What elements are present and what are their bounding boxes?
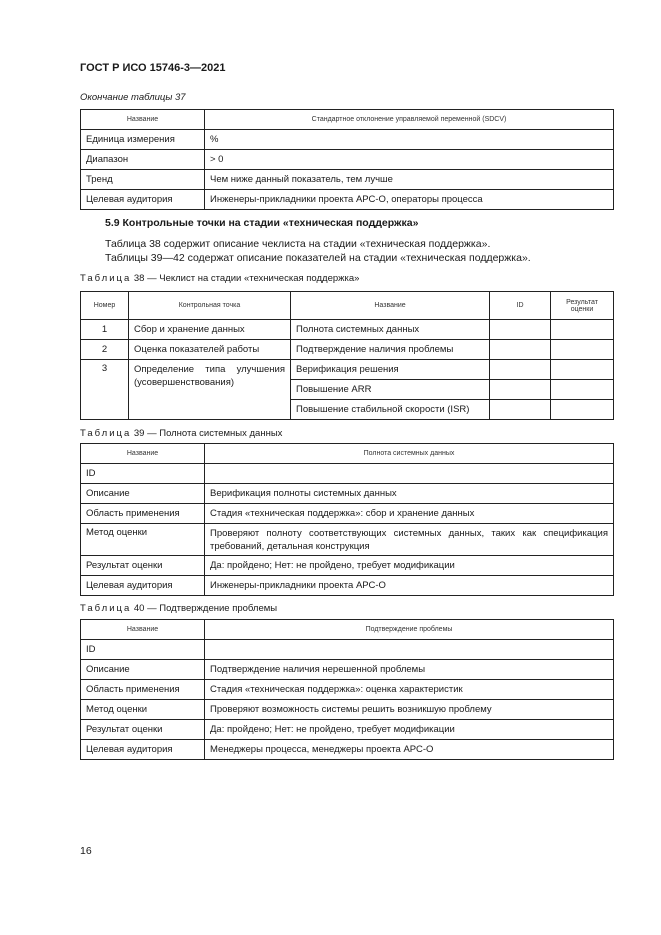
table-row <box>81 700 614 720</box>
row-value: Менеджеры процесса, менеджеры проекта АРС-О <box>205 740 614 760</box>
table38-caption <box>80 273 359 284</box>
table-header-row <box>81 292 614 320</box>
row-value <box>205 640 614 660</box>
row-label: Диапазон <box>81 150 205 170</box>
table-row <box>81 130 614 150</box>
row-value: > 0 <box>205 150 614 170</box>
row-label: Целевая аудитория <box>81 740 205 760</box>
row-label: Тренд <box>81 170 205 190</box>
result-cell <box>551 360 614 380</box>
column-header: Результат оценки <box>551 292 614 320</box>
table-row <box>81 360 614 380</box>
row-label: Целевая аудитория <box>81 190 205 210</box>
table-row <box>81 340 614 360</box>
row-label: Единица измерения <box>81 130 205 150</box>
id-cell <box>490 400 551 420</box>
caption-text: 40 — Подтверждение проблемы <box>133 603 278 614</box>
row-value: Проверяют полноту соответствующих системных данных, таких как спецификация требований, детальная конструкция <box>205 524 614 556</box>
column-header: Контрольная точка <box>129 292 291 320</box>
row-label: Результат оценки <box>81 556 205 576</box>
row-value: Инженеры-прикладники проекта АРС-О <box>205 576 614 596</box>
column-header: Подтверждение проблемы <box>205 620 614 640</box>
table-row <box>81 660 614 680</box>
column-header: Стандартное отклонение управляемой переменной (SDCV) <box>205 110 614 130</box>
column-header: Название <box>81 444 205 464</box>
table-row <box>81 576 614 596</box>
row-number: 1 <box>81 320 129 340</box>
table-row <box>81 740 614 760</box>
table-row <box>81 464 614 484</box>
row-value: Стадия «техническая поддержка»: сбор и хранение данных <box>205 504 614 524</box>
row-value <box>205 464 614 484</box>
row-label: Метод оценки <box>81 524 205 556</box>
table-row <box>81 556 614 576</box>
document-standard-header: ГОСТ Р ИСО 15746-3—2021 <box>80 62 226 74</box>
row-label: Область применения <box>81 504 205 524</box>
table-row <box>81 504 614 524</box>
caption-text: 39 — Полнота системных данных <box>133 428 283 439</box>
name-cell: Подтверждение наличия проблемы <box>291 340 490 360</box>
table37-caption: Окончание таблицы 37 <box>80 92 186 103</box>
table39-caption <box>80 428 282 439</box>
column-header: Название <box>81 620 205 640</box>
column-header: ID <box>490 292 551 320</box>
caption-word: Таблица <box>80 273 132 284</box>
id-cell <box>490 380 551 400</box>
table-row <box>81 720 614 740</box>
table-row <box>81 150 614 170</box>
table-row <box>81 190 614 210</box>
id-cell <box>490 360 551 380</box>
row-value: Да: пройдено; Нет: не пройдено, требует модификации <box>205 556 614 576</box>
column-header: Полнота системных данных <box>205 444 614 464</box>
name-cell: Повышение ARR <box>291 380 490 400</box>
column-header: Название <box>81 110 205 130</box>
table-row <box>81 320 614 340</box>
caption-text: 38 — Чеклист на стадии «техническая поддержка» <box>133 273 360 284</box>
row-value: Проверяют возможность системы решить возникшую проблему <box>205 700 614 720</box>
result-cell <box>551 340 614 360</box>
row-number: 2 <box>81 340 129 360</box>
paragraph: Таблицы 39—42 содержат описание показателей на стадии «техническая поддержка». <box>105 252 531 264</box>
result-cell <box>551 320 614 340</box>
table-row <box>81 640 614 660</box>
column-header: Номер <box>81 292 129 320</box>
table-header-row <box>81 444 614 464</box>
page-number: 16 <box>80 845 92 857</box>
id-cell <box>490 320 551 340</box>
row-value: Да: пройдено; Нет: не пройдено, требует модификации <box>205 720 614 740</box>
column-header: Название <box>291 292 490 320</box>
name-cell: Верификация решения <box>291 360 490 380</box>
id-cell <box>490 340 551 360</box>
table-header-row <box>81 110 614 130</box>
row-value: Верификация полноты системных данных <box>205 484 614 504</box>
row-value: Инженеры-прикладники проекта АРС-О, операторы процесса <box>205 190 614 210</box>
table-row <box>81 524 614 556</box>
table-38 <box>80 291 614 420</box>
checkpoint-cell: Сбор и хранение данных <box>129 320 291 340</box>
row-label: Область применения <box>81 680 205 700</box>
result-cell <box>551 380 614 400</box>
row-value: Стадия «техническая поддержка»: оценка характеристик <box>205 680 614 700</box>
table40-caption <box>80 603 277 614</box>
row-label: Целевая аудитория <box>81 576 205 596</box>
row-label: ID <box>81 464 205 484</box>
table-37 <box>80 109 614 210</box>
table-row <box>81 484 614 504</box>
row-number: 3 <box>81 360 129 420</box>
table-header-row <box>81 620 614 640</box>
table-40 <box>80 619 614 760</box>
row-value: Подтверждение наличия нерешенной проблемы <box>205 660 614 680</box>
result-cell <box>551 400 614 420</box>
row-label: Метод оценки <box>81 700 205 720</box>
table-row <box>81 680 614 700</box>
paragraph: Таблица 38 содержит описание чеклиста на стадии «техническая поддержка». <box>105 238 491 250</box>
row-value: % <box>205 130 614 150</box>
row-label: Описание <box>81 660 205 680</box>
name-cell: Повышение стабильной скорости (ISR) <box>291 400 490 420</box>
table-39 <box>80 443 614 596</box>
row-label: Описание <box>81 484 205 504</box>
caption-word: Таблица <box>80 603 132 614</box>
row-label: Результат оценки <box>81 720 205 740</box>
checkpoint-cell: Определение типа улучшения (усовершенствования) <box>129 360 291 420</box>
caption-word: Таблица <box>80 428 132 439</box>
row-value: Чем ниже данный показатель, тем лучше <box>205 170 614 190</box>
name-cell: Полнота системных данных <box>291 320 490 340</box>
table-row <box>81 170 614 190</box>
row-label: ID <box>81 640 205 660</box>
checkpoint-cell: Оценка показателей работы <box>129 340 291 360</box>
section-title: 5.9 Контрольные точки на стадии «техническая поддержка» <box>105 217 419 229</box>
